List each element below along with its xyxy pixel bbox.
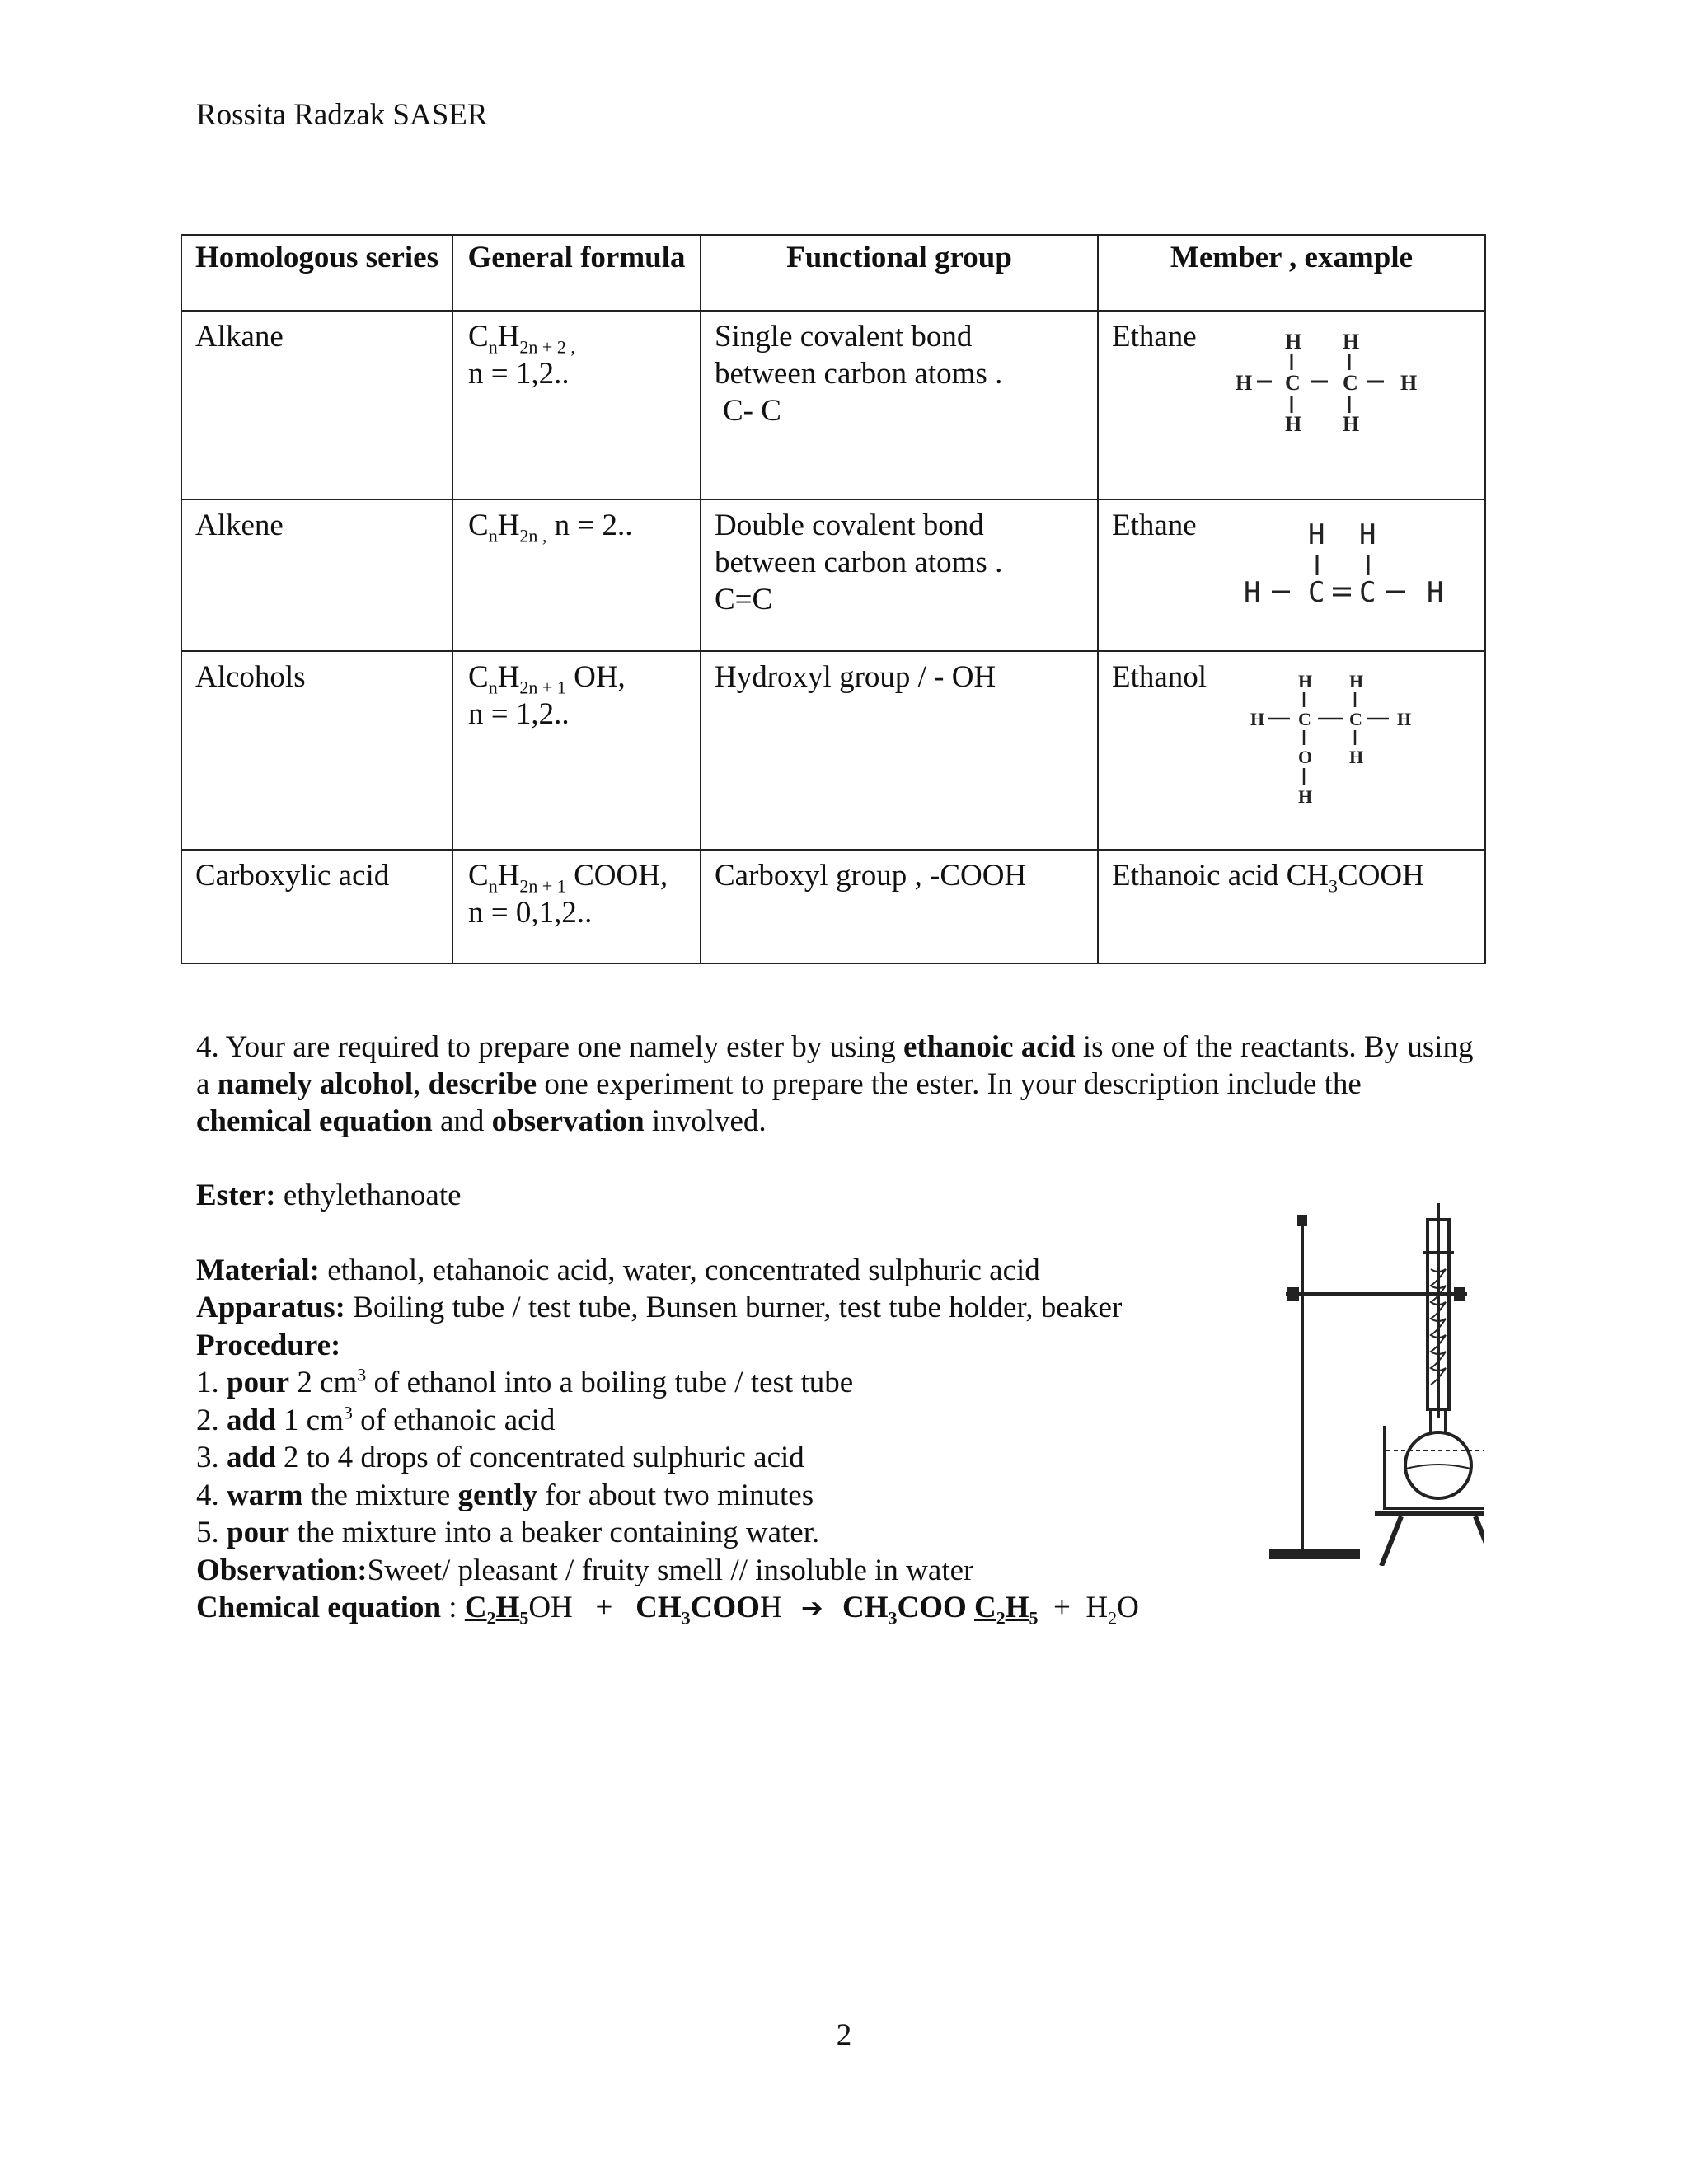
svg-text:H: H (1427, 576, 1444, 609)
procedure-step: 5. pour the mixture into a beaker containing water. (196, 1516, 820, 1549)
ethanol-structure (1250, 669, 1465, 818)
formula-n-range: n = 0,1,2.. (468, 896, 593, 930)
ethane-structure (1236, 330, 1483, 446)
procedure-step: 3. add 2 to 4 drops of concentrated sulphuric acid (196, 1441, 804, 1474)
functional-group-cell: Hydroxyl group / - OH (701, 651, 1098, 850)
svg-text:H: H (1400, 371, 1418, 395)
svg-text:H: H (1298, 786, 1313, 807)
page-number: 2 (836, 2018, 852, 2052)
svg-text:H: H (1343, 330, 1360, 354)
member-cell (1098, 651, 1485, 850)
svg-text:H: H (1250, 709, 1265, 729)
member-name: Ethanol (1112, 660, 1207, 694)
svg-text:C: C (1298, 709, 1311, 729)
reflux-apparatus-diagram (1269, 1203, 1484, 1566)
svg-text:H: H (1236, 371, 1253, 395)
ester-line: Ester: ethylethanoate (196, 1179, 462, 1212)
series-cell: Alkane (181, 311, 452, 499)
material-line: Material: ethanol, etahanoic acid, water, concentrated sulphuric acid (196, 1253, 1040, 1287)
svg-text:H: H (1343, 412, 1360, 436)
table-header-row (181, 235, 1485, 311)
svg-text:H: H (1349, 747, 1364, 767)
procedure-label: Procedure: (196, 1328, 341, 1362)
svg-text:C: C (1308, 576, 1325, 609)
svg-text:H: H (1285, 412, 1302, 436)
header-general-formula: General formula (452, 235, 701, 311)
formula-cell: $C_nH_{2n + 2 ,}$ n = 1,2.. (452, 311, 701, 499)
formula-n-range: n = 1,2.. (468, 357, 570, 391)
reaction-arrow-icon: ➔ (800, 1592, 823, 1624)
member-cell (1098, 499, 1485, 651)
homologous-series-table (181, 234, 1486, 964)
observation-line: Observation:Sweet/ pleasant / fruity smell // insoluble in water (196, 1553, 974, 1587)
functional-group-cell: Single covalent bond between carbon atoms . C- C (701, 311, 1098, 499)
procedure-step: 4. warm the mixture gently for about two minutes (196, 1478, 814, 1512)
table-row (181, 499, 1485, 651)
page-header-author: Rossita Radzak SASER (196, 98, 488, 132)
member-name: Ethane (1112, 509, 1197, 542)
svg-text:H: H (1298, 671, 1313, 691)
svg-text:H: H (1285, 330, 1302, 354)
functional-group-cell: Double covalent bond between carbon atoms . C=C (701, 499, 1098, 651)
formula-cell: $C_nH_{2n + 1}$ OH, n = 1,2.. (452, 651, 701, 850)
svg-text:C: C (1343, 371, 1358, 395)
header-member-example: Member , example (1098, 235, 1485, 311)
member-cell (1098, 311, 1485, 499)
svg-text:H: H (1308, 518, 1325, 551)
table-row (181, 311, 1485, 499)
svg-text:C: C (1359, 576, 1376, 609)
functional-group-cell: Carboxyl group , -COOH (701, 850, 1098, 963)
member-cell: Ethanoic acid $CH_3COOH$ (1098, 850, 1485, 963)
svg-text:C: C (1285, 371, 1301, 395)
formula-cell: $C_nH_{2n ,}$ n = 2.. (452, 499, 701, 651)
answer-section (196, 1177, 1235, 1628)
series-cell: Alcohols (181, 651, 452, 850)
formula-n-range: n = 1,2.. (468, 697, 570, 731)
member-name: Ethane (1112, 320, 1197, 354)
svg-text:C: C (1349, 709, 1362, 729)
svg-text:H: H (1359, 518, 1376, 551)
ethene-structure (1244, 516, 1491, 615)
series-cell: Alkene (181, 499, 452, 651)
svg-text:H: H (1244, 576, 1261, 609)
header-homologous-series: Homologous series (181, 235, 452, 311)
question-4: 4. Your are required to prepare one namely ester by using ethanoic acid is one of the reactants. By using a namely alcohol, describe one experiment to prepare the ester. In your description include the chemical equation and observation involved. (196, 1030, 1474, 1138)
svg-text:H: H (1397, 709, 1412, 729)
formula-cell: $C_nH_{2n + 1}$ COOH, n = 0,1,2.. (452, 850, 701, 963)
series-cell: Carboxylic acid (181, 850, 452, 963)
svg-text:H: H (1349, 671, 1364, 691)
chemical-equation: Chemical equation : $C_2H_5OH$ + $CH_3COOH$ ➔ $CH_3COO$ $C_2H_5 + H_2O$ (196, 1591, 1139, 1629)
svg-text:O: O (1298, 747, 1313, 767)
table-row (181, 850, 1485, 963)
apparatus-line: Apparatus: Boiling tube / test tube, Bunsen burner, test tube holder, beaker (196, 1291, 1123, 1324)
procedure-step: 2. add 1 $cm^3$ of ethanoic acid (196, 1402, 556, 1437)
table-row (181, 651, 1485, 850)
header-functional-group: Functional group (701, 235, 1098, 311)
procedure-step: 1. pour 2 $cm^3$ of ethanol into a boiling tube / test tube (196, 1364, 854, 1399)
